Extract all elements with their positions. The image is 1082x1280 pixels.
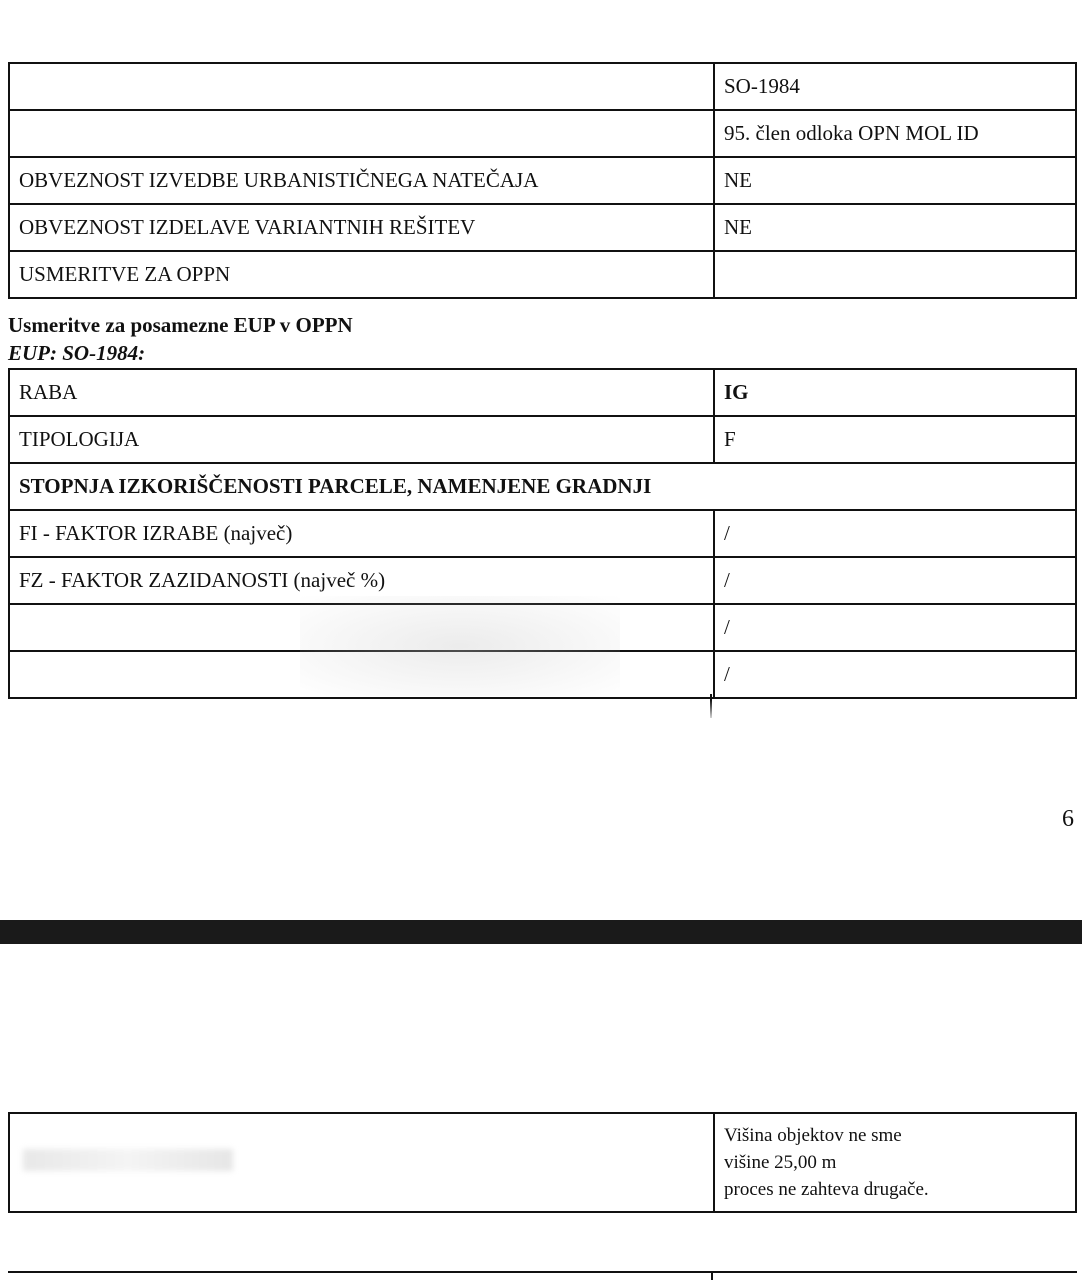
row-label: OBVEZNOST IZDELAVE VARIANTNIH REŠITEV — [9, 204, 714, 251]
row-label: RABA — [9, 369, 714, 416]
section-subtitle: EUP: SO-1984: — [8, 341, 146, 365]
table-row — [9, 604, 1076, 651]
page-separator-bar — [0, 920, 1082, 944]
table-row — [9, 557, 1076, 604]
row-value: SO-1984 — [714, 63, 1076, 110]
table-row — [9, 157, 1076, 204]
table-border-fragment — [8, 1271, 1077, 1273]
row-label — [9, 63, 714, 110]
blurred-label — [23, 1149, 233, 1171]
row-label: FI - FAKTOR IZRABE (največ) — [9, 510, 714, 557]
table-row — [9, 251, 1076, 298]
row-value: F — [714, 416, 1076, 463]
table-row — [9, 510, 1076, 557]
row-value: / — [714, 557, 1076, 604]
table-row — [9, 651, 1076, 698]
table-row — [9, 204, 1076, 251]
table-divider-fragment — [711, 1271, 713, 1280]
row-value: / — [714, 651, 1076, 698]
row-value: / — [714, 604, 1076, 651]
row-label: OBVEZNOST IZVEDBE URBANISTIČNEGA NATEČAJA — [9, 157, 714, 204]
row-label: TIPOLOGIJA — [9, 416, 714, 463]
row-value — [714, 251, 1076, 298]
row-label — [9, 651, 714, 698]
section-label: STOPNJA IZKORIŠČENOSTI PARCELE, NAMENJENE GRADNJI — [9, 463, 1076, 510]
row-value: / — [714, 510, 1076, 557]
eup-summary-table — [8, 62, 1077, 299]
value-line: višine 25,00 m — [724, 1152, 837, 1173]
table-row — [9, 63, 1076, 110]
row-label: USMERITVE ZA OPPN — [9, 251, 714, 298]
eup-guidelines-table — [8, 368, 1077, 699]
row-label — [9, 604, 714, 651]
row-value: IG — [714, 369, 1076, 416]
row-value: 95. člen odloka OPN MOL ID — [714, 110, 1076, 157]
page-number: 6 — [1062, 806, 1074, 832]
row-value: NE — [714, 157, 1076, 204]
scan-fade — [0, 700, 1082, 722]
value-line: Višina objektov ne sme — [724, 1125, 902, 1146]
table-row — [9, 110, 1076, 157]
row-label — [9, 110, 714, 157]
height-guidelines-table — [8, 1112, 1077, 1213]
row-value — [714, 1113, 1076, 1212]
row-label — [9, 1113, 714, 1212]
row-label: FZ - FAKTOR ZAZIDANOSTI (največ %) — [9, 557, 714, 604]
value-line: proces ne zahteva drugače. — [724, 1179, 929, 1200]
table-row — [9, 369, 1076, 416]
row-value: NE — [714, 204, 1076, 251]
table-row — [9, 416, 1076, 463]
section-title: Usmeritve za posamezne EUP v OPPN — [8, 313, 353, 337]
table-section-row — [9, 463, 1076, 510]
table-row — [9, 1113, 1076, 1212]
